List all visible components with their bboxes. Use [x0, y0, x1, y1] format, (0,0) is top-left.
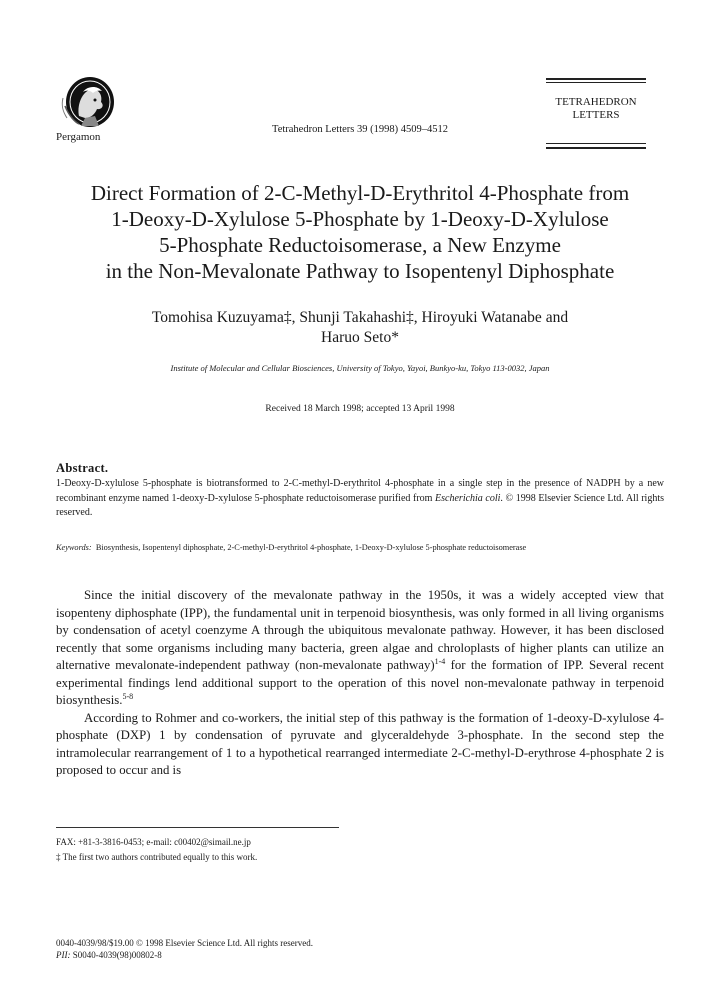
keywords-list: Biosynthesis, Isopentenyl diphosphate, 2-C-methyl-D-erythritol 4-phosphate, 1-Deoxy-D-xylulose 5-phosphate reductoisomerase — [95, 543, 527, 552]
citation-5-8: 5-8 — [122, 692, 134, 701]
authors-line-1: Tomohisa Kuzuyama‡, Shunji Takahashi‡, Hiroyuki Watanabe and — [151, 309, 569, 326]
author-list — [60, 308, 660, 348]
received-dates: Received 18 March 1998; accepted 13 April 1998 — [265, 404, 455, 414]
keywords — [56, 541, 664, 554]
footnote-equal-contribution: ‡ The first two authors contributed equally to this work. — [56, 852, 258, 862]
p1-text-a: Since the initial discovery of the mevalonate pathway in the 1950s, it was a widely accepted view that isopenteny diphosphate (IPP), the fundamental unit in terpenoid biosynthesis, was only formed in all living organisms by condensation of acetyl coenzyme A through the ubiquitous mevalonate pathway. However, it has been disclosed recently that some organisms including many bacteria, green algae and chroloplasts of higher plants can utilize an alternative mevalonate-independent pathway (non-mevalonate pathway) — [56, 588, 664, 672]
header-rule-top-thin — [546, 82, 646, 83]
abstract-text — [56, 477, 664, 521]
journal-name-line2: LETTERS — [572, 109, 620, 121]
title-line-4: in the Non-Mevalonate Pathway to Isopentenyl Diphosphate — [105, 259, 615, 283]
abstract-text-a: 1-Deoxy-D-xylulose 5-phosphate is biotransformed to 2-C-methyl-D-erythritol 4-phosphate in a single step in the presence of NADPH by a new recombinant enzyme named 1-deoxy-D-xylulose 5-phosphate reductoisomerase purified from — [56, 478, 664, 504]
footnote-rule — [56, 827, 339, 828]
citation-1-4: 1-4 — [434, 657, 446, 666]
footnote-contact: FAX: +81-3-3816-0453; e-mail: c00402@simail.ne.jp — [56, 837, 251, 847]
abstract-organism: Escherichia coli — [435, 492, 501, 504]
title-line-1: Direct Formation of 2-C-Methyl-D-Erythritol 4-Phosphate from — [90, 181, 630, 205]
copyright-block — [56, 937, 313, 961]
journal-name-line1: TETRAHEDRON — [555, 96, 637, 108]
abstract-text-b: . © 1998 Elsevier Science Ltd. All rights reserved. — [56, 492, 664, 518]
journal-name — [546, 96, 646, 122]
p1-text-b: for the formation of IPP. Several recent experimental findings lend additional support to the operation of this novel non-mevalonate pathway in terpenoid biosynthesis. — [56, 658, 664, 707]
title-line-3: 5-Phosphate Reductoisomerase, a New Enzyme — [159, 233, 561, 257]
affiliation: Institute of Molecular and Cellular Biosciences, University of Tokyo, Yayoi, Bunkyo-ku, Tokyo 113-0032, Japan — [170, 363, 550, 373]
publisher-name: Pergamon — [56, 131, 101, 143]
footnotes — [56, 835, 257, 865]
pii-value: S0040-4039(98)00802-8 — [70, 950, 162, 960]
title-line-2: 1-Deoxy-D-Xylulose 5-Phosphate by 1-Deoxy-D-Xylulose — [111, 207, 609, 231]
body-text — [56, 587, 664, 780]
publisher-logo — [57, 76, 119, 128]
header-rule-bottom — [546, 147, 646, 149]
journal-reference: Tetrahedron Letters 39 (1998) 4509–4512 — [272, 124, 448, 135]
authors-line-2: Haruo Seto* — [321, 329, 399, 346]
pii-label: PII: — [56, 950, 71, 960]
pii-line — [56, 949, 313, 961]
body-paragraph-1 — [56, 587, 664, 710]
header-rule-bottom-thin — [546, 143, 646, 144]
header-rule-top — [546, 78, 646, 80]
copyright-line: 0040-4039/98/$19.00 © 1998 Elsevier Science Ltd. All rights reserved. — [56, 938, 314, 948]
abstract-heading: Abstract. — [56, 461, 109, 475]
keywords-label: Keywords: — [56, 543, 92, 552]
body-paragraph-2: According to Rohmer and co-workers, the initial step of this pathway is the formation of 1-deoxy-D-xylulose 4-phosphate (DXP) 1 by condensation of pyruvate and glyceraldehyde 3-phosphate. In the second step the intramolecular rearrangement of 1 to a hypothetical rearranged intermediate 2-C-methyl-D-erythrose 4-phosphate 2 is proposed to occur and is — [56, 710, 664, 777]
article-title — [60, 180, 660, 284]
